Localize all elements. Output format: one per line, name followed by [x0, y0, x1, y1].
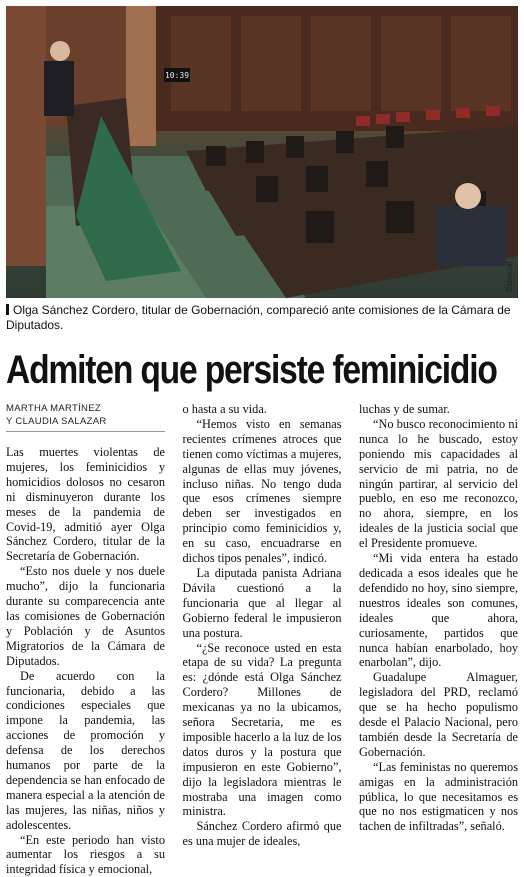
column-3 — [359, 402, 518, 864]
paragraph: La diputada panista Adriana Dávila cuestionó a la funcionaria que al llegar al Gobierno federal le impusieron una postura. — [182, 565, 342, 640]
clock-display: 10:39 — [164, 71, 190, 80]
paragraph: “Las feministas no queremos amigas en la administración pública, lo que necesitamos es que no nos estigmaticen y nos tachen de infiltradas”, señaló. — [359, 759, 518, 834]
paragraph: “En este periodo han visto aumentar los riesgos a su integridad física y emocional, — [6, 832, 165, 877]
paragraph: o hasta a su vida. — [182, 402, 267, 416]
paragraph: De acuerdo con la funcionaria, debido a las condiciones especiales que impone la pandemia, las acciones de promoción y defensa de los derechos humanos por parte de la dependencia se han enfocado de manera especial a la atención de las mujeres, las niñas, niños y adolescentes. — [6, 668, 165, 832]
caption-marker-icon — [6, 304, 9, 315]
column-2 — [183, 402, 342, 864]
paragraph: Guadalupe Almaguer, legisladora del PRD, reclamó que se ha hecho populismo desde el Palacio Nacional, pero también desde la Secretaría de Gobernación. — [359, 670, 518, 759]
paragraph: Sánchez Cordero afirmó que es una mujer de ideales, — [182, 819, 342, 849]
photo-credit: Especial — [505, 261, 514, 292]
column-1 — [6, 402, 165, 877]
paragraph: “No busco reconocimiento ni nunca lo he buscado, estoy poniendo mis capacidades al servicio de mi patria, no de ningún partirar, al servicio del pueblo, en eso me reconozco, no ahora, siempre, en los ideales de la justicia social que el Presidente promueve. — [359, 416, 518, 551]
paragraph: “Hemos visto en semanas recientes crímenes atroces que tienen como víctimas a mujeres, algunas de ellas muy jóvenes, incluso niñas. No tengo duda que esos crímenes siempre deben ser investigados en principio como feminicidios y, en su caso, encuadrarse en dichos tipos penales”, indicó. — [182, 416, 342, 566]
paragraph: “Mi vida entera ha estado dedicada a esos ideales que he defendido no hoy, sino siempre, nuestros ideales son comunes, ideales que ahora, curiosamente, partidos que nunca habían enarbolado, hoy enarbolan”, dijo. — [359, 551, 518, 670]
paragraph: “Esto nos duele y nos duele mucho”, dijo la funcionaria durante su comparecencia ante las comisiones de Gobernación y Población y de Asuntos Migratorios de la Cámara de Diputados. — [6, 564, 165, 668]
paragraph: “¿Se reconoce usted en esta etapa de su vida? La pregunta es: ¿dónde está Olga Sánchez Cordero? Millones de mexicanas ya no la ubicamos, señora Secretaria, me es imposible hacerlo a la luz de los datos duros y la postura que impusieron en este Gobierno”, dijo la legisladora mientras le mostraba una imagen como ministra. — [182, 640, 342, 819]
caption-text: Olga Sánchez Cordero, titular de Gobernación, compareció ante comisiones de la Cámara de Diputados. — [6, 303, 511, 332]
byline-author-2: Y CLAUDIA SALAZAR — [6, 416, 107, 427]
chamber-photo-illustration — [6, 6, 518, 298]
paragraph: luchas y de sumar. — [359, 402, 450, 416]
article-body — [6, 402, 518, 877]
news-photo — [6, 6, 518, 298]
photo-caption — [6, 303, 514, 333]
paragraph: Las muertes violentas de mujeres, los feminicidios y homicidios dolosos no cesaron ni disminuyeron durante los meses de la pandemia de Covid-19, admitió ayer Olga Sánchez Cordero, titular de la Secretaría de Gobernación. — [6, 445, 165, 564]
headline: Admiten que persiste feminicidio — [6, 348, 497, 392]
byline-author-1: MARTHA MARTÍNEZ — [6, 403, 101, 414]
byline — [6, 402, 165, 432]
